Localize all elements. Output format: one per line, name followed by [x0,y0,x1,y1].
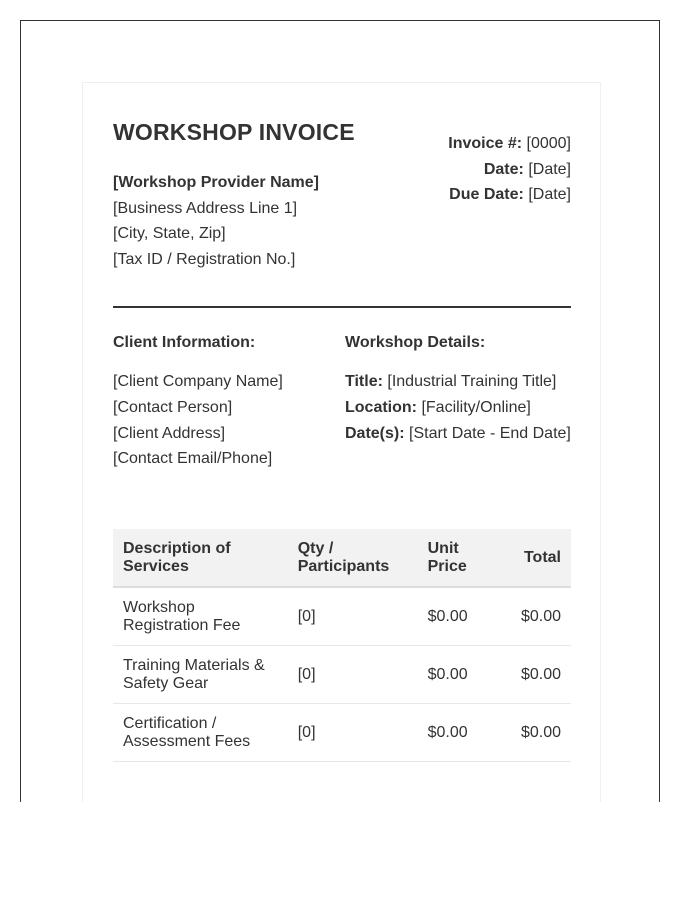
invoice-due-date-row [448,182,571,208]
invoice-date-row [448,157,571,183]
row-description: Workshop Registration Fee [113,587,288,646]
workshop-title-value: [Industrial Training Title] [387,373,557,390]
table-row [113,646,571,704]
invoice-due-date-value: [Date] [528,186,571,203]
row-description: Certification / Assessment Fees [113,704,288,762]
services-table-body [113,587,571,762]
invoice-date-label: Date: [483,160,524,178]
invoice-number-label: Invoice #: [448,135,523,152]
row-qty: [0] [288,704,418,762]
provider-address-line1: [Business Address Line 1] [113,199,298,217]
provider-tax-id: [Tax ID / Registration No.] [113,250,296,268]
row-qty: [0] [288,646,418,704]
workshop-title-row [345,369,571,395]
client-contact-person: [Contact Person] [113,398,233,416]
document-frame [20,20,660,802]
row-unit-price: $0.00 [418,587,494,646]
workshop-dates-row [345,421,571,447]
workshop-location-label: Location: [345,398,417,416]
workshop-details-lines [345,369,571,446]
table-row [113,587,571,646]
provider-city-state-zip: [City, State, Zip] [113,225,226,242]
row-description: Training Materials & Safety Gear [113,646,288,704]
client-email-phone: [Contact Email/Phone] [113,450,273,468]
provider-name: [Workshop Provider Name] [113,174,319,191]
workshop-location-value: [Facility/Online] [421,398,531,416]
client-info-heading: Client Information: [113,334,256,351]
client-company: [Client Company Name] [113,373,283,390]
row-qty: [0] [288,587,418,646]
workshop-title-label: Title: [345,373,383,390]
column-header-total: Total [494,529,571,587]
invoice-due-date-label: Due Date: [449,186,524,203]
workshop-location-row [345,395,571,421]
invoice-page [82,82,601,802]
client-address: [Client Address] [113,424,226,442]
header-divider [113,306,571,308]
workshop-details-heading: Workshop Details: [345,334,486,351]
workshop-dates-label: Date(s): [345,424,405,442]
row-unit-price: $0.00 [418,646,494,704]
client-info-lines [113,369,283,472]
invoice-number-value: [0000] [526,135,571,152]
column-header-description: Description of Services [113,529,288,587]
row-total: $0.00 [494,646,571,704]
row-total: $0.00 [494,587,571,646]
workshop-dates-value: [Start Date - End Date] [409,424,571,442]
table-row [113,704,571,762]
services-table-header [113,529,571,587]
invoice-date-value: [Date] [528,160,571,178]
column-header-unit-price: Unit Price [418,529,494,587]
invoice-content [113,113,571,750]
invoice-number-row [448,131,571,157]
invoice-header [113,113,571,303]
row-unit-price: $0.00 [418,704,494,762]
provider-block [113,170,319,272]
column-header-qty: Qty / Participants [288,529,418,587]
services-table [113,529,571,762]
client-info-section [113,333,283,472]
row-total: $0.00 [494,704,571,762]
table-header-row [113,529,571,587]
workshop-details-section [345,333,571,446]
invoice-meta [448,131,571,208]
invoice-title: WORKSHOP INVOICE [113,119,355,145]
